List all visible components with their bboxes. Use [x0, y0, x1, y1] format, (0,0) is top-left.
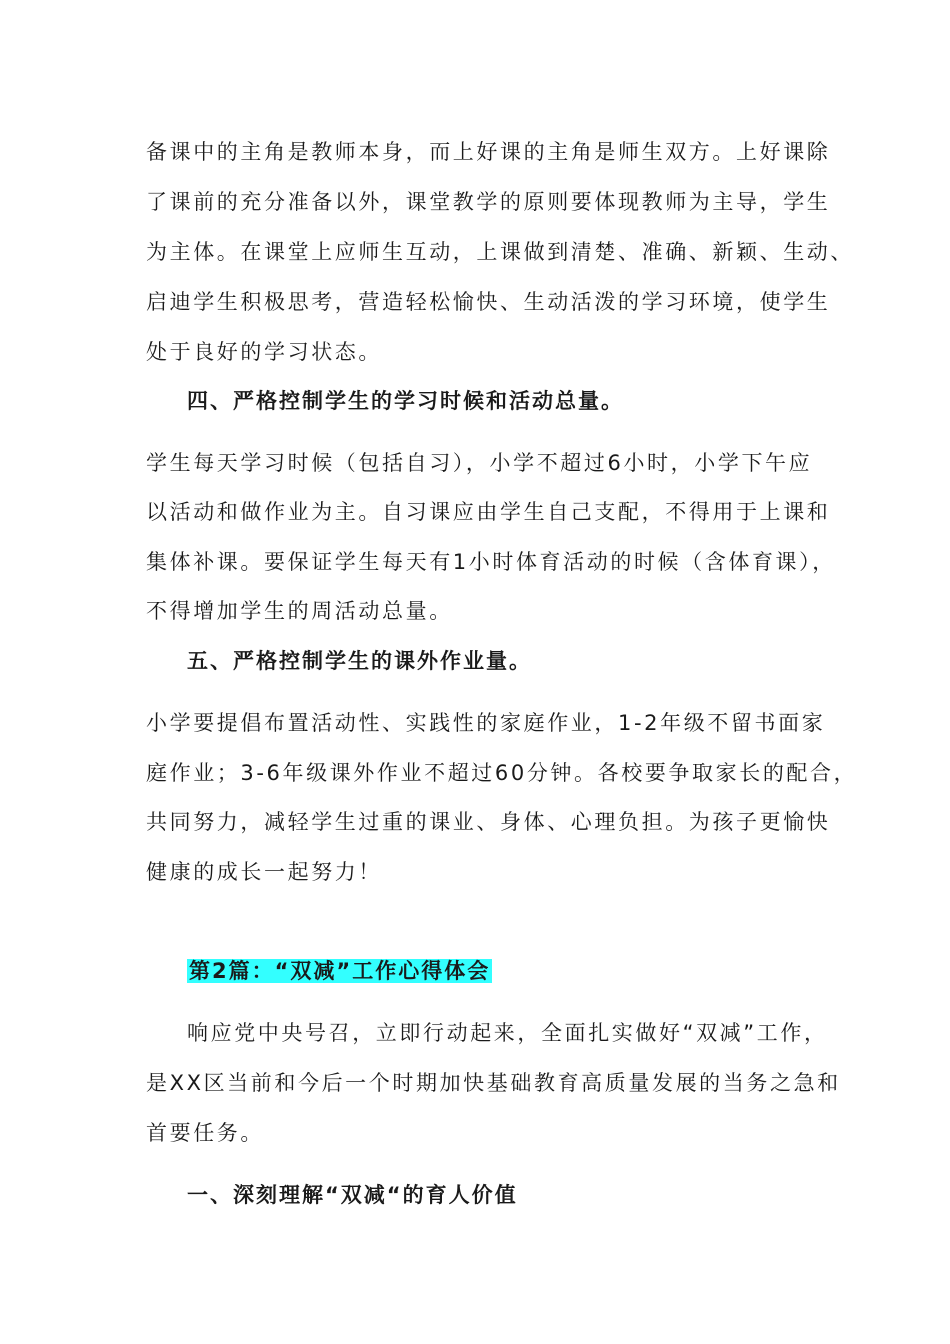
- paragraph-line: 响应党中央号召，立即行动起来，全面扎实做好“双减”工作，: [187, 1021, 828, 1045]
- paragraph-line: 是XX区当前和今后一个时期加快基础教育高质量发展的当务之急和: [146, 1071, 841, 1095]
- section-heading: 一、深刻理解“双减“的育人价值: [187, 1183, 518, 1207]
- paragraph-line: 启迪学生积极思考，营造轻松愉快、生动活泼的学习环境，使学生: [146, 290, 831, 314]
- paragraph-line: 共同努力，减轻学生过重的课业、身体、心理负担。为孩子更愉快: [146, 810, 831, 834]
- paragraph-line: 不得增加学生的周活动总量。: [146, 599, 453, 623]
- paragraph-line: 备课中的主角是教师本身，而上好课的主角是师生双方。上好课除: [146, 140, 831, 164]
- paragraph-line: 健康的成长一起努力！: [146, 860, 382, 884]
- article-title-highlight: 第2篇：“双减”工作心得体会: [189, 959, 491, 983]
- paragraph-line: 小学要提倡布置活动性、实践性的家庭作业，1-2年级不留书面家: [146, 711, 826, 735]
- article-title: [187, 956, 492, 986]
- section-heading: 四、严格控制学生的学习时候和活动总量。: [187, 389, 624, 413]
- paragraph-line: 集体补课。要保证学生每天有1小时体育活动的时候（含体育课），: [146, 550, 836, 574]
- paragraph-line: 庭作业；3-6年级课外作业不超过60分钟。各校要争取家长的配合，: [146, 761, 858, 785]
- paragraph-line: 以活动和做作业为主。自习课应由学生自己支配，不得用于上课和: [146, 500, 831, 524]
- paragraph-line: 处于良好的学习状态。: [146, 340, 382, 364]
- paragraph-line: 首要任务。: [146, 1121, 264, 1145]
- paragraph-line: 了课前的充分准备以外，课堂教学的原则要体现教师为主导，学生: [146, 190, 831, 214]
- section-heading: 五、严格控制学生的课外作业量。: [187, 649, 532, 673]
- paragraph-line: 学生每天学习时候（包括自习），小学不超过6小时，小学下午应: [146, 451, 813, 475]
- paragraph-line: 为主体。在课堂上应师生互动，上课做到清楚、准确、新颖、生动、: [146, 240, 854, 264]
